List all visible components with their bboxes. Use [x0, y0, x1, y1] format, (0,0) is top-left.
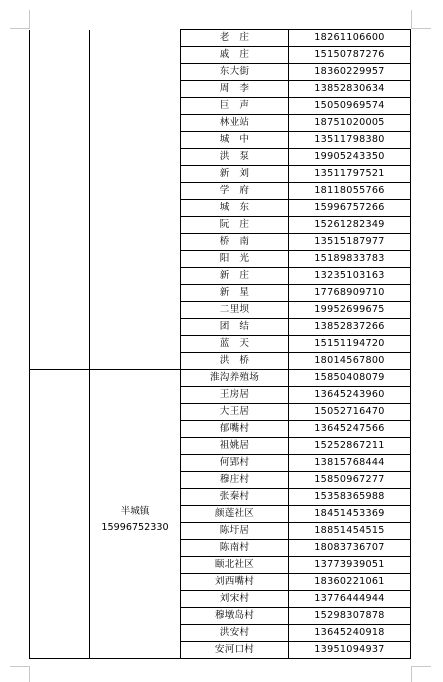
village-phone-cell: 15261282349: [289, 217, 411, 234]
village-name-cell: 蓝 天: [181, 336, 289, 353]
village-name-cell: 城 东: [181, 200, 289, 217]
village-name-cell: 刘西嘴村: [181, 574, 289, 591]
crop-mark-top-right-h: [412, 28, 431, 29]
village-phone-cell: 18851454515: [289, 523, 411, 540]
village-name-cell: 安河口村: [181, 642, 289, 659]
village-phone-cell: 13776444944: [289, 591, 411, 608]
village-name-cell: 颜莲社区: [181, 506, 289, 523]
village-name-cell: 林业站: [181, 115, 289, 132]
crop-mark-top-right: [411, 10, 412, 29]
village-phone-cell: 15358365988: [289, 489, 411, 506]
village-name-cell: 城 中: [181, 132, 289, 149]
village-phone-cell: 18118055766: [289, 183, 411, 200]
village-name-cell: 新 庄: [181, 268, 289, 285]
crop-mark-bottom-left: [29, 666, 30, 682]
village-name-cell: 祖姚居: [181, 438, 289, 455]
village-phone-cell: 13815768444: [289, 455, 411, 472]
village-name-cell: 淮沟养殖场: [181, 370, 289, 387]
contact-table-body: [30, 30, 411, 659]
town-phone: 15996752330: [101, 522, 169, 533]
village-name-cell: 团 结: [181, 319, 289, 336]
crop-mark-top-left-h: [10, 28, 29, 29]
village-name-cell: 刘宋村: [181, 591, 289, 608]
crop-mark-bottom-right-h: [412, 666, 431, 667]
village-phone-cell: 15850408079: [289, 370, 411, 387]
village-name-cell: 周 李: [181, 81, 289, 98]
village-phone-cell: 18014567800: [289, 353, 411, 370]
village-phone-cell: 13951094937: [289, 642, 411, 659]
region-cell: [30, 30, 90, 370]
village-phone-cell: 13235103163: [289, 268, 411, 285]
village-name-cell: 穆墩岛村: [181, 608, 289, 625]
village-name-cell: 穆庄村: [181, 472, 289, 489]
village-phone-cell: 15150787276: [289, 47, 411, 64]
village-phone-cell: 18360221061: [289, 574, 411, 591]
village-name-cell: 洪安村: [181, 625, 289, 642]
village-phone-cell: 19905243350: [289, 149, 411, 166]
village-name-cell: 何郢村: [181, 455, 289, 472]
town-cell: [90, 370, 181, 659]
village-phone-cell: 18751020005: [289, 115, 411, 132]
village-name-cell: 戚 庄: [181, 47, 289, 64]
village-phone-cell: 15996757266: [289, 200, 411, 217]
region-cell: [30, 370, 90, 659]
village-phone-cell: 15298307878: [289, 608, 411, 625]
village-phone-cell: 18083736707: [289, 540, 411, 557]
village-phone-cell: 13645240918: [289, 625, 411, 642]
village-name-cell: 张秦村: [181, 489, 289, 506]
village-name-cell: 陈圩居: [181, 523, 289, 540]
village-name-cell: 王房居: [181, 387, 289, 404]
crop-mark-bottom-left-h: [10, 666, 29, 667]
village-phone-cell: 17768909710: [289, 285, 411, 302]
village-name-cell: 老 庄: [181, 30, 289, 47]
village-name-cell: 新 星: [181, 285, 289, 302]
village-phone-cell: 15850967277: [289, 472, 411, 489]
village-name-cell: 巨 声: [181, 98, 289, 115]
village-phone-cell: 15189833783: [289, 251, 411, 268]
village-name-cell: 学 府: [181, 183, 289, 200]
village-phone-cell: 13645243960: [289, 387, 411, 404]
table-row: [30, 370, 411, 387]
village-phone-cell: 15052716470: [289, 404, 411, 421]
village-name-cell: 郁嘴村: [181, 421, 289, 438]
village-name-cell: 桥 南: [181, 234, 289, 251]
village-name-cell: 颐北社区: [181, 557, 289, 574]
village-name-cell: 新 刘: [181, 166, 289, 183]
town-name: 半城镇: [120, 506, 150, 517]
village-phone-cell: 13852837266: [289, 319, 411, 336]
village-name-cell: 大王居: [181, 404, 289, 421]
village-name-cell: 阮 庄: [181, 217, 289, 234]
village-name-cell: 洪 泵: [181, 149, 289, 166]
crop-mark-top-left: [29, 10, 30, 29]
contact-table: [29, 29, 411, 659]
village-phone-cell: 18360229957: [289, 64, 411, 81]
village-phone-cell: 13511798380: [289, 132, 411, 149]
village-phone-cell: 13645247566: [289, 421, 411, 438]
village-name-cell: 阳 光: [181, 251, 289, 268]
village-phone-cell: 13773939051: [289, 557, 411, 574]
village-name-cell: 洪 桥: [181, 353, 289, 370]
crop-mark-bottom-right: [411, 666, 412, 682]
village-phone-cell: 15151194720: [289, 336, 411, 353]
village-phone-cell: 18261106600: [289, 30, 411, 47]
village-phone-cell: 13852830634: [289, 81, 411, 98]
village-phone-cell: 19952699675: [289, 302, 411, 319]
village-name-cell: 陈南村: [181, 540, 289, 557]
village-phone-cell: 15252867211: [289, 438, 411, 455]
village-phone-cell: 13515187977: [289, 234, 411, 251]
village-phone-cell: 13511797521: [289, 166, 411, 183]
table-row: [30, 30, 411, 47]
village-phone-cell: 15050969574: [289, 98, 411, 115]
village-phone-cell: 18451453369: [289, 506, 411, 523]
village-name-cell: 二里坝: [181, 302, 289, 319]
town-cell: [90, 30, 181, 370]
village-name-cell: 东大街: [181, 64, 289, 81]
